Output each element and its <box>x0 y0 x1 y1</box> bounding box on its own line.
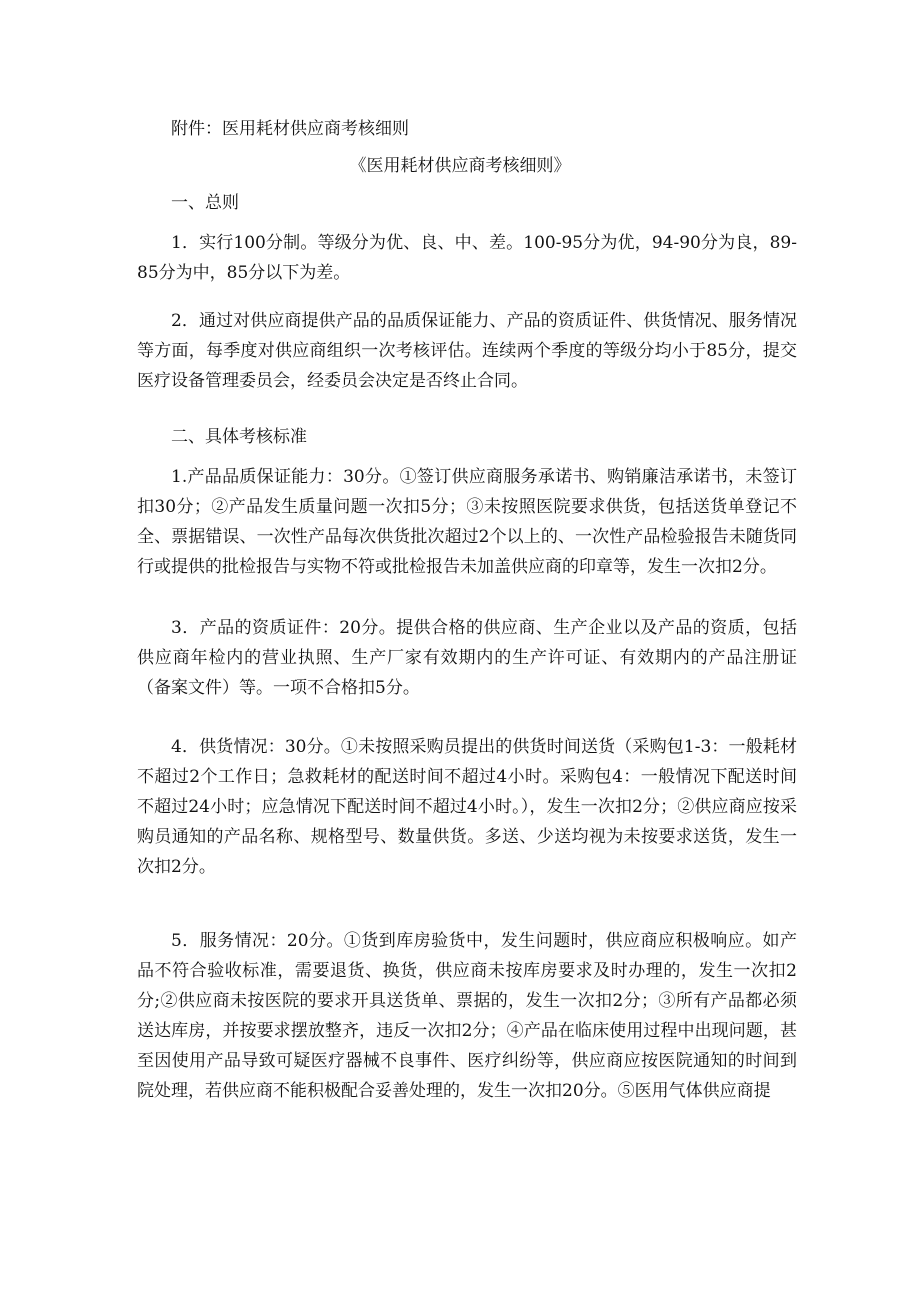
general-paragraph-2: 2．通过对供应商提供产品的品质保证能力、产品的资质证件、供货情况、服务情况等方面，每季度对供应商组织一次考核评估。连续两个季度的等级分均小于85分，提交医疗设备管理委员会，经委员会决定是否终止合同。 <box>137 311 797 391</box>
attachment-label: 附件：医用耗材供应商考核细则 <box>171 119 409 139</box>
section-heading-general: 一、总则 <box>171 193 239 213</box>
criteria-item-supply: 4．供货情况：30分。①未按照采购员提出的供货时间送货（采购包1-3：一般耗材不超过2个工作日；急救耗材的配送时间不超过4小时。采购包4：一般情况下配送时间不超过24小时；应急情况下配送时间不超过4小时。），发生一次扣2分；②供应商应按采购员通知的产品名称、规格型号、数量供货。多送、少送均视为未按要求送货，发生一次扣2分。 <box>137 737 797 877</box>
criteria-item-qualification: 3．产品的资质证件：20分。提供合格的供应商、生产企业以及产品的资质，包括供应商年检内的营业执照、生产厂家有效期内的生产许可证、有效期内的产品注册证（备案文件）等。一项不合格扣5分。 <box>137 618 797 698</box>
general-paragraph-1: 1．实行100分制。等级分为优、良、中、差。100-95分为优，94-90分为良，89-85分为中，85分以下为差。 <box>137 233 797 283</box>
criteria-item-quality: 1.产品品质保证能力：30分。①签订供应商服务承诺书、购销廉洁承诺书，未签订扣30分；②产品发生质量问题一次扣5分；③未按照医院要求供货，包括送货单登记不全、票据错误、一次性产品每次供货批次超过2个以上的、一次性产品检验报告未随货同行或提供的批检报告与实物不符或批检报告未加盖供应商的印章等，发生一次扣2分。 <box>137 467 797 577</box>
criteria-item-service: 5．服务情况：20分。①货到库房验货中，发生问题时，供应商应积极响应。如产品不符合验收标准，需要退货、换货，供应商未按库房要求及时办理的，发生一次扣2分;②供应商未按医院的要求开具送货单、票据的，发生一次扣2分；③所有产品都必须送达库房，并按要求摆放整齐，违反一次扣2分；④产品在临床使用过程中出现问题，甚至因使用产品导致可疑医疗器械不良事件、医疗纠纷等，供应商应按医院通知的时间到院处理，若供应商不能积极配合妥善处理的，发生一次扣20分。⑤医用气体供应商提 <box>137 931 797 1101</box>
document-title: 《医用耗材供应商考核细则》 <box>349 156 571 176</box>
section-heading-criteria: 二、具体考核标准 <box>171 427 307 447</box>
